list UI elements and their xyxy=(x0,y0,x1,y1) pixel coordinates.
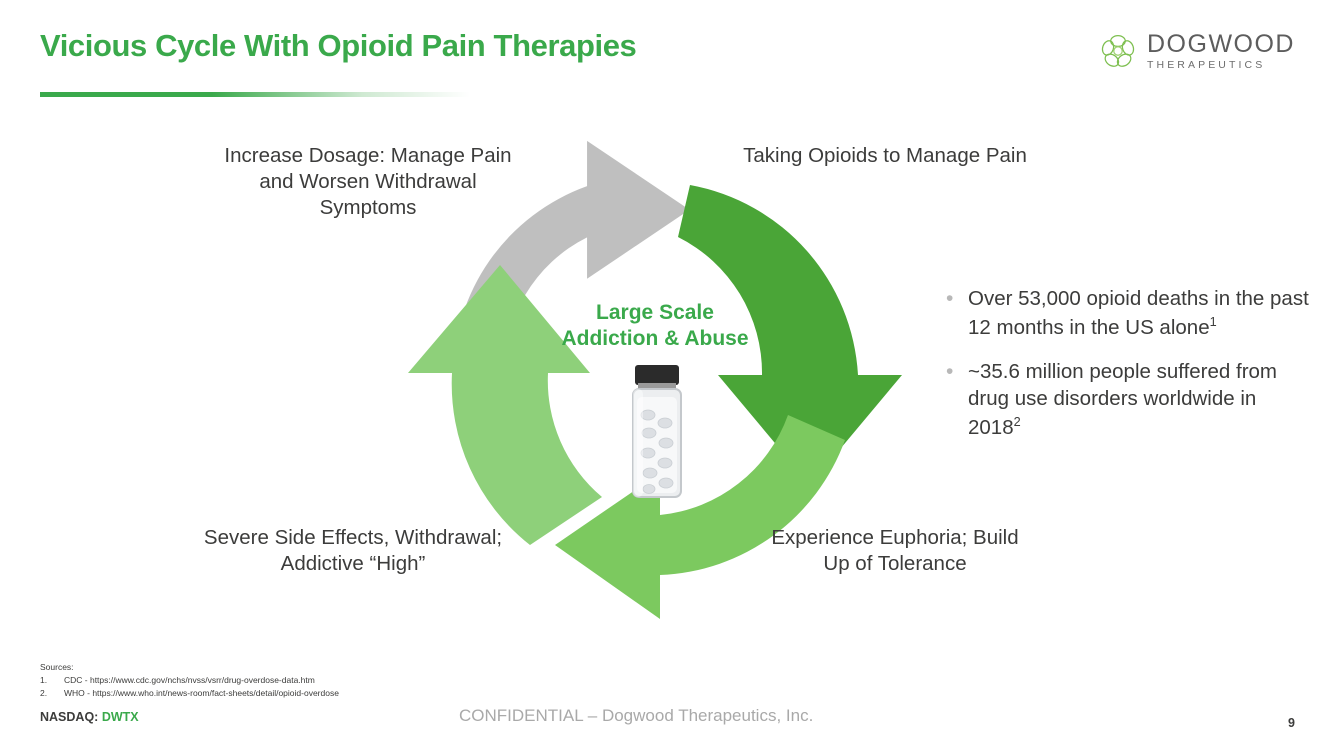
bullet-text xyxy=(968,358,1311,442)
bullet-footnote-ref: 2 xyxy=(1013,414,1021,430)
cycle-center-line2: Addiction & Abuse xyxy=(561,326,749,350)
bullet-footnote-ref: 1 xyxy=(1209,313,1217,329)
source-item xyxy=(40,674,339,687)
list-item xyxy=(946,358,1311,442)
page-title: Vicious Cycle With Opioid Pain Therapies xyxy=(40,28,637,63)
sources-heading: Sources: xyxy=(40,662,74,672)
cycle-label-top-left: Increase Dosage: Manage Pain and Worsen Withdrawal Symptoms xyxy=(224,144,512,220)
source-item xyxy=(40,687,339,700)
bullet-text xyxy=(968,285,1311,342)
dogwood-flower-icon xyxy=(1095,28,1141,74)
company-logo xyxy=(1095,28,1295,74)
cycle-center-line1: Large Scale xyxy=(596,301,714,324)
logo-company-subtitle: THERAPEUTICS xyxy=(1147,58,1266,71)
source-number: 2. xyxy=(40,688,48,699)
bullet-body: ~35.6 million people suffered from drug use disorders worldwide in 2018 xyxy=(968,359,1278,440)
title-underline-rule xyxy=(40,92,470,97)
source-text: WHO - https://www.who.int/news-room/fact-sheets/detail/opioid-overdose xyxy=(64,688,339,699)
page-number: 9 xyxy=(1288,716,1295,730)
nasdaq-ticker: DWTX xyxy=(101,710,139,724)
bullet-body: Over 53,000 opioid deaths in the past 12 months in the US alone xyxy=(968,287,1309,339)
arrow-light-green xyxy=(555,415,845,619)
cycle-label-bottom-right: Experience Euphoria; Build Up of Tolerance xyxy=(771,526,1019,576)
bullet-dot-icon: • xyxy=(946,287,954,310)
cycle-center-label xyxy=(440,300,870,351)
logo-wordmark xyxy=(1147,29,1295,71)
sources-block xyxy=(40,661,339,701)
bullet-dot-icon: • xyxy=(946,359,954,383)
logo-company-name: DOGWOOD xyxy=(1147,29,1295,58)
statistics-list xyxy=(946,285,1311,458)
cycle-label-bottom-left: Severe Side Effects, Withdrawal; Addictive “High” xyxy=(203,526,503,576)
cycle-label-top-right: Taking Opioids to Manage Pain xyxy=(743,144,1027,167)
confidential-notice: CONFIDENTIAL – Dogwood Therapeutics, Inc. xyxy=(459,706,814,725)
nasdaq-listing xyxy=(40,710,139,724)
nasdaq-label: NASDAQ: xyxy=(40,710,99,724)
source-number: 1. xyxy=(40,675,48,686)
pill-bottle-icon xyxy=(621,363,693,503)
source-text: CDC - https://www.cdc.gov/nchs/nvss/vsrr/drug-overdose-data.htm xyxy=(64,675,315,686)
list-item xyxy=(946,285,1311,342)
